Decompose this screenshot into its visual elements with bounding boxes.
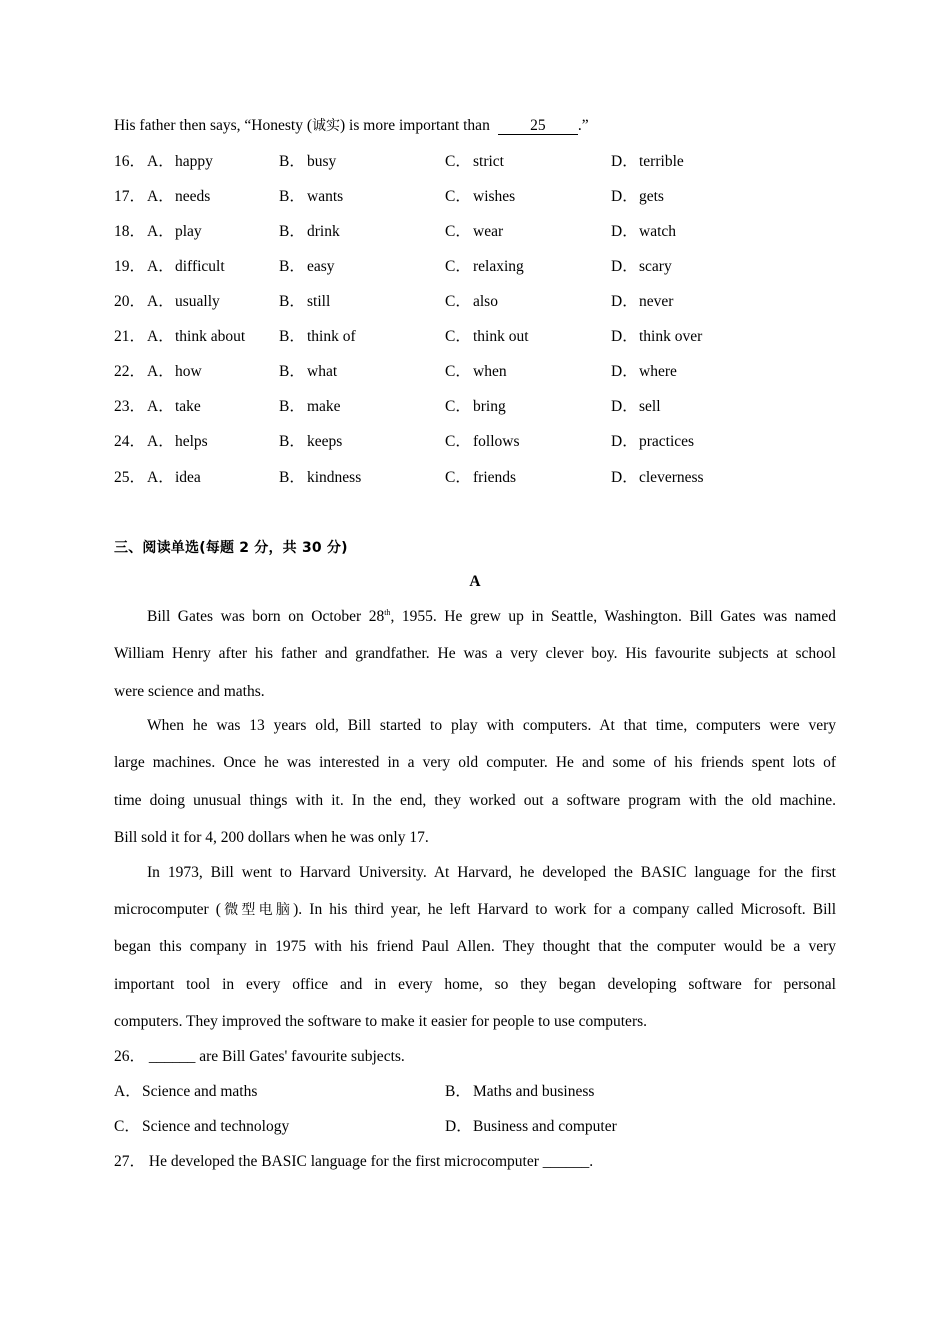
option-d[interactable]: D．think over	[611, 328, 703, 345]
option-c[interactable]: C． think out	[445, 328, 529, 345]
option-b[interactable]: B． keeps	[279, 433, 343, 450]
answer-blank: ______	[542, 1153, 590, 1170]
option-c[interactable]: C． bring	[445, 398, 506, 415]
sentence-after: .”	[577, 117, 589, 134]
option-b[interactable]: B． kindness	[279, 469, 362, 486]
option-a[interactable]: A．helps	[147, 433, 208, 450]
question-number: 17．	[114, 188, 146, 205]
option-a[interactable]: A．think about	[147, 328, 246, 345]
option-c[interactable]: C． strict	[445, 153, 504, 170]
option-a[interactable]: A．idea	[147, 469, 201, 486]
option-b[interactable]: B． busy	[279, 153, 337, 170]
question-26	[114, 1047, 405, 1067]
passage-p2-line4: Bill sold it for 4, 200 dollars when he was only 17.	[114, 829, 429, 846]
option-d[interactable]: D．never	[611, 293, 674, 310]
option-b[interactable]: B． what	[279, 363, 338, 380]
question-number: 23．	[114, 398, 146, 415]
option-c[interactable]: C． also	[445, 293, 498, 310]
passage-p3-line1: In 1973, Bill went to Harvard University. At Harvard, he developed the BASIC language for the first	[147, 864, 836, 881]
option-c[interactable]: C． when	[445, 363, 507, 380]
option-b[interactable]: B． make	[279, 398, 341, 415]
question-27: 27． He developed the BASIC language for the first microcomputer ______.	[114, 1153, 594, 1170]
question-number: 26．	[114, 1048, 146, 1065]
passage-p1-line2: William Henry after his father and grandfather. He was a very clever boy. His favourite subjects at school	[114, 645, 836, 662]
option-a[interactable]: A．take	[147, 398, 201, 415]
passage-p3-line2: microcomputer (微型电脑). In his third year, he left Harvard to work for a company called Microsoft. Bill	[114, 901, 836, 918]
option-c[interactable]: C． wishes	[445, 188, 516, 205]
option-a[interactable]: A．happy	[147, 153, 213, 170]
option-a[interactable]: A．needs	[147, 188, 211, 205]
cloze-last-sentence	[114, 116, 589, 136]
sentence-mid: ) is more important than	[340, 117, 490, 134]
option-b[interactable]: B． wants	[279, 188, 344, 205]
superscript-th: th	[384, 607, 391, 617]
option-b[interactable]: B． easy	[279, 258, 335, 275]
option-d[interactable]: D．terrible	[611, 153, 684, 170]
option-a[interactable]: A．difficult	[147, 258, 225, 275]
option-d[interactable]: D．sell	[611, 398, 661, 415]
passage-p2-line2: large machines. Once he was interested in a very old computer. He and some of his friends spent lots of	[114, 754, 836, 771]
option-c[interactable]: C． friends	[445, 469, 517, 486]
question-text: are Bill Gates' favourite subjects.	[195, 1048, 405, 1065]
chinese-gloss: 微型电脑	[220, 902, 294, 918]
option-a[interactable]: A．how	[147, 363, 202, 380]
question-26-option-c[interactable]: C． Science and technology	[114, 1118, 290, 1135]
blank-25: 25	[498, 118, 578, 135]
option-c[interactable]: C． follows	[445, 433, 520, 450]
question-number: 16．	[114, 153, 146, 170]
option-d[interactable]: D．watch	[611, 223, 677, 240]
question-number: 21．	[114, 328, 146, 345]
option-d[interactable]: D．practices	[611, 433, 695, 450]
option-d[interactable]: D．scary	[611, 258, 672, 275]
passage-label: A	[469, 573, 481, 590]
passage-p3-line3: began this company in 1975 with his friend Paul Allen. They thought that the computer would be a very	[114, 938, 836, 955]
passage-p1-line3: were science and maths.	[114, 683, 265, 700]
question-number: 25．	[114, 469, 146, 486]
question-26-option-d[interactable]: D．Business and computer	[445, 1118, 617, 1135]
question-text: He developed the BASIC language for the first microcomputer	[148, 1153, 543, 1170]
option-d[interactable]: D．cleverness	[611, 469, 704, 486]
option-a[interactable]: A．play	[147, 223, 202, 240]
option-a[interactable]: A．usually	[147, 293, 220, 310]
question-number: 22．	[114, 363, 146, 380]
passage-p3-line5: computers. They improved the software to make it easier for people to use computers.	[114, 1013, 648, 1030]
question-number: 20．	[114, 293, 146, 310]
option-c[interactable]: C． wear	[445, 223, 504, 240]
question-26-option-b[interactable]: B． Maths and business	[445, 1083, 595, 1100]
option-d[interactable]: D．gets	[611, 188, 664, 205]
section-heading: 三、阅读单选(每题 2 分，共 30 分)	[114, 540, 348, 556]
option-b[interactable]: B． still	[279, 293, 331, 310]
question-26-option-a[interactable]: A．Science and maths	[114, 1083, 258, 1100]
sentence-before: His father then says, “Honesty (	[114, 117, 313, 134]
option-b[interactable]: B． drink	[279, 223, 340, 240]
question-number: 27．	[114, 1153, 146, 1170]
passage-p3-line4: important tool in every office and in every home, so they began developing software for personal	[114, 976, 836, 993]
passage-p1-line1: Bill Gates was born on October 28th, 1955. He grew up in Seattle, Washington. Bill Gates was named	[147, 607, 836, 625]
passage-p2-line3: time doing unusual things with it. In the end, they worked out a software program with the old machine.	[114, 792, 836, 809]
option-d[interactable]: D．where	[611, 363, 677, 380]
question-number: 18．	[114, 223, 146, 240]
question-number: 19．	[114, 258, 146, 275]
answer-blank: ______	[148, 1048, 196, 1065]
passage-p2-line1: When he was 13 years old, Bill started to play with computers. At that time, computers were very	[147, 717, 836, 734]
chinese-gloss: 诚实	[312, 118, 341, 134]
question-number: 24．	[114, 433, 146, 450]
option-c[interactable]: C． relaxing	[445, 258, 524, 275]
option-b[interactable]: B． think of	[279, 328, 356, 345]
